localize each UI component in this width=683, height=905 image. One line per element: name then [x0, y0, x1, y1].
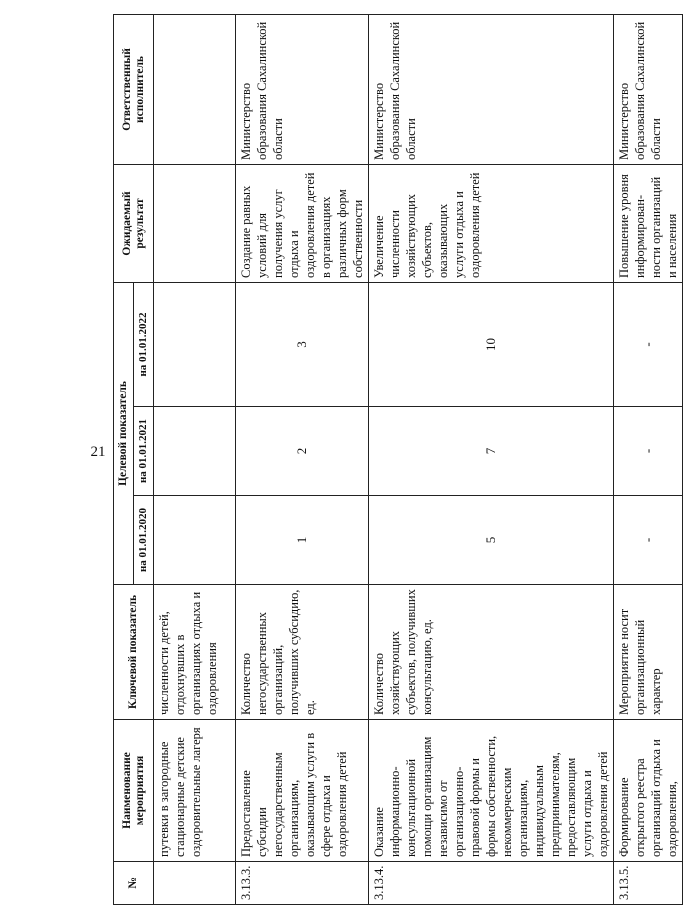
row-expected	[154, 164, 236, 282]
row-num: 3.13.4.	[369, 862, 614, 905]
row-num	[154, 862, 236, 905]
header-target: Целевой показатель	[114, 282, 134, 584]
row-name: Предоставление субсидии негосударственным организациям, оказывающим услуги в сфере отдыха и оздоровления детей	[236, 720, 369, 862]
row-value-2022	[154, 282, 236, 406]
header-row	[114, 14, 134, 904]
row-responsible	[154, 14, 236, 164]
row-name: Формирование открытого реестра организаций отдыха и оздоровления,	[614, 720, 683, 862]
row-num: 3.13.3.	[236, 862, 369, 905]
row-key-indicator: Количество хозяйствующих субъектов, получивших консультацию, ед.	[369, 585, 614, 720]
row-key-indicator: Мероприятие носит организационный характер	[614, 585, 683, 720]
header-year-2021: на 01.01.2021	[134, 407, 154, 496]
header-key-indicator: Ключевой показатель	[114, 585, 154, 720]
header-name: Наименование мероприятия	[114, 720, 154, 862]
row-value-2020: 1	[236, 496, 369, 585]
header-expected: Ожидаемый результат	[114, 164, 154, 282]
row-name: путевки в загородные стационарные детские оздоровительные лагеря	[154, 720, 236, 862]
page-number: 21	[90, 444, 106, 460]
row-num: 3.13.5.	[614, 862, 683, 905]
row-expected: Увеличение численности хозяйствующих субъектов, оказывающих услуги отдыха и оздоровления детей	[369, 164, 614, 282]
row-value-2022: 10	[369, 282, 614, 406]
table-row	[369, 14, 614, 904]
row-value-2022: 3	[236, 282, 369, 406]
row-key-indicator: Количество негосударственных организаций, получивших субсидию, ед.	[236, 585, 369, 720]
row-expected: Создание равных условий для получения услуг отдыха и оздоровления детей в организациях различных форм собственности	[236, 164, 369, 282]
rotated-page	[113, 15, 679, 905]
row-responsible: Министерство образования Сахалинской области	[614, 14, 683, 164]
header-responsible: Ответственный исполнитель	[114, 14, 154, 164]
row-value-2020: -	[614, 496, 683, 585]
row-expected: Повышение уровня информирован-ности организаций и населения	[614, 164, 683, 282]
row-value-2021: 7	[369, 407, 614, 496]
measures-table	[113, 14, 683, 905]
row-value-2020: 5	[369, 496, 614, 585]
row-responsible: Министерство образования Сахалинской области	[236, 14, 369, 164]
row-value-2022: -	[614, 282, 683, 406]
header-year-2020: на 01.01.2020	[134, 496, 154, 585]
header-num: №	[114, 862, 154, 905]
table-row	[154, 14, 236, 904]
row-name: Оказание информационно-консультационной помощи организациям независимо от организационно-правовой формы и формы собственности, некоммерческим организациям, индивидуальным предпринимателям, предоставляющим услуги отдыха и оздоровления детей	[369, 720, 614, 862]
row-value-2021	[154, 407, 236, 496]
table-row	[236, 14, 369, 904]
row-responsible: Министерство образования Сахалинской области	[369, 14, 614, 164]
table-row	[614, 14, 683, 904]
row-value-2020	[154, 496, 236, 585]
row-value-2021: -	[614, 407, 683, 496]
row-value-2021: 2	[236, 407, 369, 496]
row-key-indicator: численности детей, отдохнувших в организациях отдыха и оздоровления	[154, 585, 236, 720]
header-year-2022: на 01.01.2022	[134, 282, 154, 406]
